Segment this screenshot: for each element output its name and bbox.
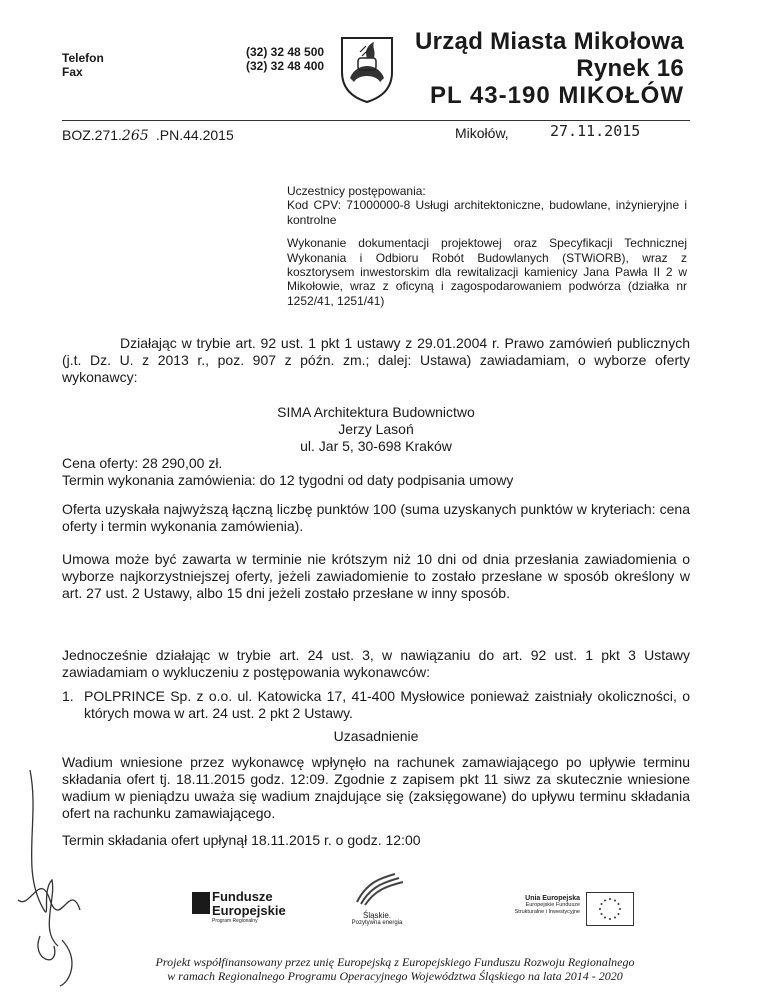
reference-number: BOZ.271.265 .PN.44.2015 [62,127,234,144]
exclusion-text: POLPRINCE Sp. z o.o. ul. Katowicka 17, 41-400 Mysłowice ponieważ zaistniały okoliczności, o których mowa w art. 24 ust. 2 pkt 2 Ustawy. [84,688,690,721]
slaskie-waves-icon [347,872,407,906]
winner-address: ul. Jar 5, 30-698 Kraków [300,438,452,454]
fax-number: (32) 32 48 400 [246,59,325,73]
subject-description: Wykonanie dokumentacji projektowej oraz Specyfikacji Technicznej Wykonania i Odbioru Robót Budowlanych (STWiORB), wraz z kosztorysem inwestorskim dla rewitalizacji kamienicy Jana Pawła II 2 w Mikołowie, wraz z oficyną i zagospodarowaniem podwórza (działka nr 1252/41, 1251/41) [287,236,687,308]
fe-logo-icon [192,892,210,914]
points-paragraph: Oferta uzyskała najwyższą łączną liczbę punktów 100 (suma uzyskanych punktów w kryteriach: cena oferty i termin wykonania zamówienia). [62,501,690,534]
handwritten-signature-icon [0,760,110,990]
justification-paragraph: Wadium wniesione przez wykonawcę wpłynęło na rachunek zamawiającego po upływie terminu składania ofert tj. 18.11.2015 godz. 12:09. Zgodnie z zapisem pkt 11 siwz za skutecznie wniesione wadium w pieniądzu uważa się wadium znajdujące się (zaksięgowane) do upływu terminu składania ofert na rachunku zamawiającego. [62,754,690,821]
office-street: Rynek 16 [576,55,684,82]
office-address [415,28,684,109]
cofinancing-note: Projekt współfinansowany przez unię Europejską z Europejskiego Funduszu Rozwoju Regionalnego w ramach Regionalnego Programu Operacyjnego Województwa Śląskiego na lata 2014 - 2020 [155,955,635,983]
offer-summary [62,455,690,489]
handwritten-ref-number: 265 [121,128,149,144]
eu-logo-text: Unia Europejska Europejskie Fundusze Strukturalne i Inwestycyjne [514,895,580,915]
exclusion-intro: Jednocześnie działając w trybie art. 24 ust. 3, w nawiązaniu do art. 92 ust. 1 pkt 3 Ustawy zawiadamiam o wykluczeniu z postępowania wykonawców: [62,647,690,680]
handwritten-date: 27.11.2015 [550,122,641,140]
subject-block [287,184,687,308]
fe-logo: Fundusze Europejskie Program Regionalny [212,889,286,924]
office-name: Urząd Miasta Mikołowa [414,28,684,55]
place: Mikołów, [455,125,509,141]
contact-numbers [246,45,324,73]
justification-heading: Uzasadnienie [333,728,419,744]
cpv-code: Kod CPV: 71000000-8 Usługi architektoniczne, budowlane, inżynieryjne i kontrolne [287,198,687,227]
contact-labels [62,51,104,79]
winner-block [62,404,690,455]
header-divider [62,120,690,121]
office-city: PL 43-190 MIKOŁÓW [430,82,684,109]
deadline-line: Termin składania ofert upłynął 18.11.2015 r. o godz. 12:00 [62,832,421,848]
winner-company: SIMA Architektura Budownictwo [277,404,475,420]
list-number: 1. [62,688,74,704]
eu-flag-icon [586,892,634,926]
phone-number: (32) 32 48 500 [246,45,325,59]
intro-paragraph: Działając w trybie art. 92 ust. 1 pkt 1 ustawy z 29.01.2004 r. Prawo zamówień publicznych (j.t. Dz. U. z 2013 r., poz. 907 z późn. zm.; dalej: Ustawa) zawiadamiam, o wyborze oferty wykonawcy: [62,335,690,385]
addressees: Uczestnicy postępowania: [287,184,426,198]
slaskie-logo: Śląskie. Pozytywna energia [342,872,412,926]
phone-label: Telefon [62,51,104,65]
city-crest-icon [336,32,398,104]
winner-person: Jerzy Lasoń [338,421,414,437]
exclusion-list-item [62,688,690,722]
offer-price: Cena oferty: 28 290,00 zł. [62,455,223,471]
offer-term: Termin wykonania zamówienia: do 12 tygodni od daty podpisania umowy [62,472,514,488]
fax-label: Fax [62,65,83,79]
contract-paragraph: Umowa może być zawarta w terminie nie krótszym niż 10 dni od dnia przesłania zawiadomienia o wyborze najkorzystniejszej oferty, jeżeli zawiadomienie to zostało przesłane w sposób określony w art. 27 ust. 2 Ustawy, albo 15 dni jeżeli zostało przesłane w inny sposób. [62,551,690,601]
